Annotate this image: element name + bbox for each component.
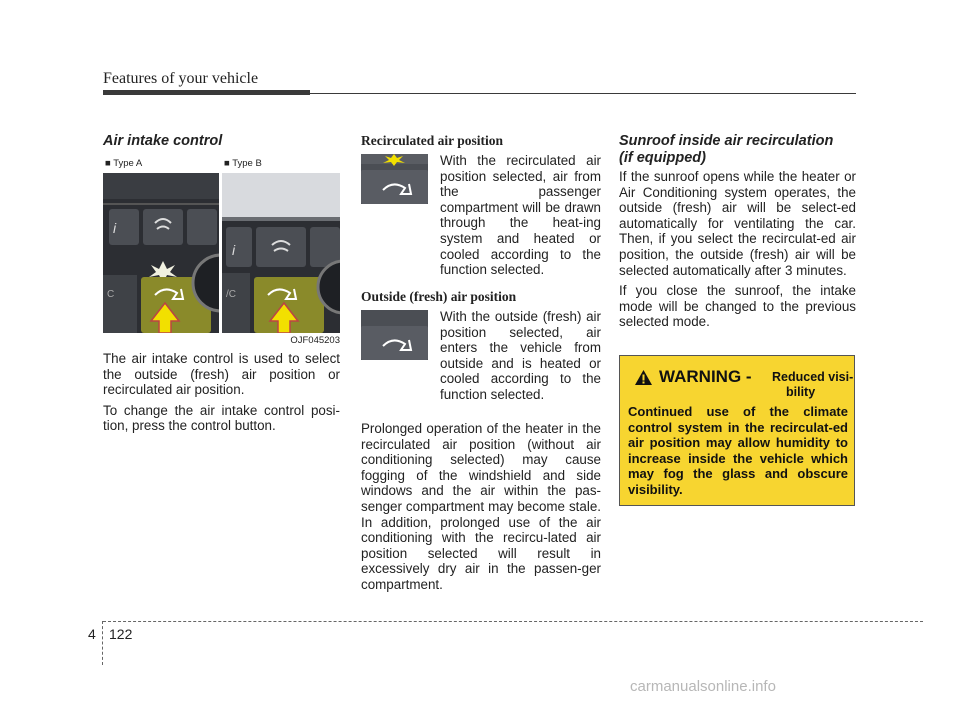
warning-subtitle-line-2: bility	[786, 385, 816, 399]
air-intake-figure	[103, 157, 340, 346]
sunroof-paragraph-2: If you close the sunroof, the intake mode will be changed to the previous selected mode.	[619, 283, 856, 330]
recirculated-heading: Recirculated air position	[361, 133, 503, 148]
control-panel-type-a	[103, 173, 219, 333]
footer-divider-horizontal	[103, 621, 923, 622]
header-rule-thick	[103, 90, 310, 95]
watermark: carmanualsonline.info	[630, 678, 776, 695]
air-intake-heading: Air intake control	[103, 133, 223, 149]
page-header-title: Features of your vehicle	[103, 70, 259, 87]
air-intake-paragraph-1: The air intake control is used to select the outside (fresh) air position or recirculated air position.	[103, 351, 340, 398]
control-panel-type-b	[222, 173, 340, 333]
panel-a-illustration	[103, 173, 219, 333]
header-rule-thin	[310, 93, 856, 94]
outside-air-heading: Outside (fresh) air position	[361, 289, 517, 304]
svg-text:C: C	[107, 289, 115, 300]
type-a-label: ■ Type A	[105, 158, 143, 169]
svg-text:i: i	[232, 242, 236, 258]
prolonged-operation-text	[361, 421, 601, 593]
warning-triangle-icon	[634, 369, 653, 386]
warning-title: WARNING -	[659, 367, 752, 386]
air-intake-description	[103, 351, 340, 434]
recirculated-air-icon	[361, 154, 428, 204]
recirculated-paragraph: With the recirculated air position selected, air from the passenger compartment will be drawn through the heat-ing system and heated or cooled according to the function selected.	[440, 153, 601, 278]
sunroof-heading-line-2: (if equipped)	[619, 150, 706, 166]
sunroof-description	[619, 169, 856, 330]
type-b-label: ■ Type B	[224, 158, 262, 169]
air-intake-paragraph-2: To change the air intake control posi-tion, press the control button.	[103, 402, 340, 434]
figure-code: OJF045203	[290, 335, 340, 346]
footer-divider-vertical	[102, 621, 103, 665]
recirculated-button-image	[361, 154, 428, 204]
outside-air-button-image	[361, 310, 428, 360]
chapter-number: 4	[88, 626, 96, 642]
svg-text:/C: /C	[226, 289, 236, 300]
warning-box	[619, 355, 855, 506]
warning-text: Continued use of the climate control system in the recirculat-ed air position may allow humidity to increase inside the vehicle which may fog the glass and obscure visibility.	[628, 404, 848, 497]
sunroof-paragraph-1: If the sunroof opens while the heater or Air Conditioning system operates, the outside (fresh) air will be select-ed automatically for ventilating the car. Then, if you select the recirculat-ed air position, the outside (fresh) air will be selected automatically after 3 minutes.	[619, 169, 856, 278]
sunroof-heading-line-1: Sunroof inside air recirculation	[619, 133, 834, 149]
panel-b-illustration	[222, 173, 340, 333]
sunroof-heading	[619, 133, 833, 167]
outside-air-text	[440, 309, 601, 403]
outside-air-icon	[361, 310, 428, 360]
svg-text:i: i	[113, 220, 117, 236]
page-number: 122	[109, 626, 133, 642]
warning-subtitle-line-1: Reduced visi-	[772, 370, 854, 384]
outside-air-paragraph: With the outside (fresh) air position selected, air enters the vehicle from outside and is heated or cooled according to the function selected.	[440, 309, 601, 402]
prolonged-paragraph: Prolonged operation of the heater in the recirculated air position (without air conditioning selected) may cause fogging of the windshield and side windows and the air within the pas-senger compartment may become stale. In addition, prolonged use of the air conditioning with the recircu-lated air position selected will result in excessively dry air in the passen-ger compartment.	[361, 421, 601, 592]
recirculated-text	[440, 153, 601, 278]
